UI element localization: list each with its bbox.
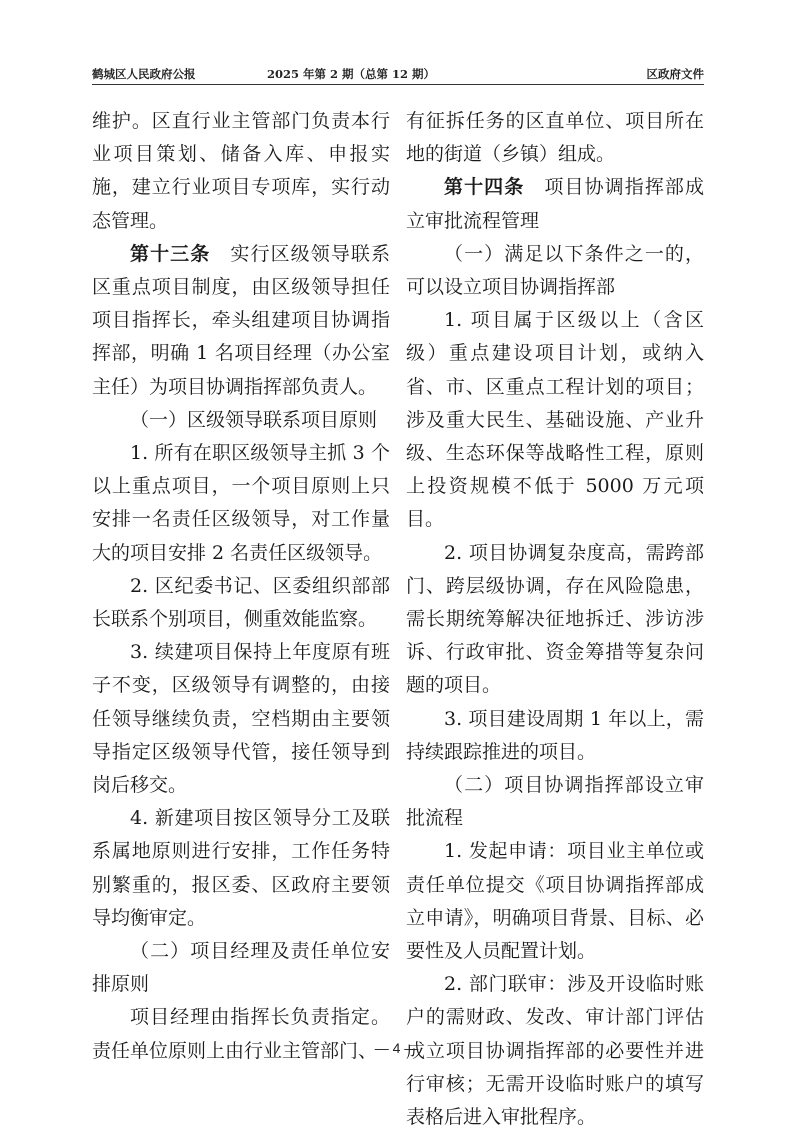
article-14-paragraph: [406, 171, 704, 237]
article-13-paragraph: [92, 238, 390, 404]
left-column: [92, 105, 390, 1068]
paragraph: 2. 项目协调复杂度高，需跨部门、跨层级协调，存在风险隐患，需长期统筹解决征地拆迁、涉访涉诉、行政审批、资金筹措等复杂问题的项目。: [406, 541, 704, 697]
paragraph: 2. 区纪委书记、区委组织部部长联系个别项目，侧重效能监察。: [92, 574, 390, 631]
header-divider: [92, 84, 704, 85]
article-heading: 第十三条: [130, 242, 211, 265]
header-publication-title: 鹤城区人民政府公报: [92, 67, 196, 81]
page-number: — 4 —: [374, 1040, 419, 1056]
header-issue-number: 2025 年第 2 期（总第 12 期）: [267, 67, 436, 81]
subsection-heading: （一）满足以下条件之一的，可以设立项目协调指挥部: [406, 242, 704, 299]
running-header: [92, 62, 704, 84]
article-heading: 第十四条: [444, 176, 525, 199]
subsection-heading: （一）区级领导联系项目原则: [130, 408, 378, 431]
subsection-heading: （二）项目经理及责任单位安排原则: [92, 940, 390, 996]
paragraph: 1. 所有在职区级领导主抓 3 个以上重点项目，一个项目原则上只安排一名责任区级领导，对工作量大的项目安排 2 名责任区级领导。: [92, 442, 390, 564]
paragraph: 维护。区直行业主管部门负责本行业项目策划、储备入库、申报实施，建立行业项目专项库，实行动态管理。: [92, 110, 390, 232]
header-section-name: 区政府文件: [646, 67, 704, 81]
paragraph: 3. 续建项目保持上年度原有班子不变，区级领导有调整的，由接任领导继续负责，空档期由主要领导指定区级领导代管，接任领导到岗后移交。: [92, 641, 390, 797]
article-body: 项目协调指挥部成立审批流程管理: [406, 176, 704, 232]
paragraph: 4. 新建项目按区领导分工及联系属地原则进行安排，工作任务特别繁重的，报区委、区政府主要领导均衡审定。: [92, 807, 390, 929]
paragraph: 1. 发起申请：项目业主单位或责任单位提交《项目协调指挥部成立申请》，明确项目背景、目标、必要性及人员配置计划。: [406, 840, 704, 963]
right-column: [406, 105, 704, 1134]
paragraph: 3. 项目建设周期 1 年以上，需持续跟踪推进的项目。: [406, 707, 704, 763]
paragraph: 项目经理由指挥长负责指定。责任单位原则上由行业主管部门、: [92, 1006, 390, 1062]
paragraph: 1. 项目属于区级以上（含区级）重点建设项目计划，或纳入省、市、区重点工程计划的项目；涉及重大民生、基础设施、产业升级、生态环保等战略性工程，原则上投资规模不低于 5000 万元项目。: [406, 309, 704, 531]
subsection-heading: （二）项目协调指挥部设立审批流程: [406, 774, 704, 830]
paragraph: 2. 部门联审：涉及开设临时账户的需财政、发改、审计部门评估成立项目协调指挥部的必要性并进行审核；无需开设临时账户的填写表格后进入审批程序。: [406, 973, 704, 1129]
article-body: 实行区级领导联系区重点项目制度，由区级领导担任项目指挥长，牵头组建项目协调指挥部，明确 1 名项目经理（办公室主任）为项目协调指挥部负责人。: [92, 242, 390, 398]
paragraph: 有征拆任务的区直单位、项目所在地的街道（乡镇）组成。: [406, 110, 704, 166]
